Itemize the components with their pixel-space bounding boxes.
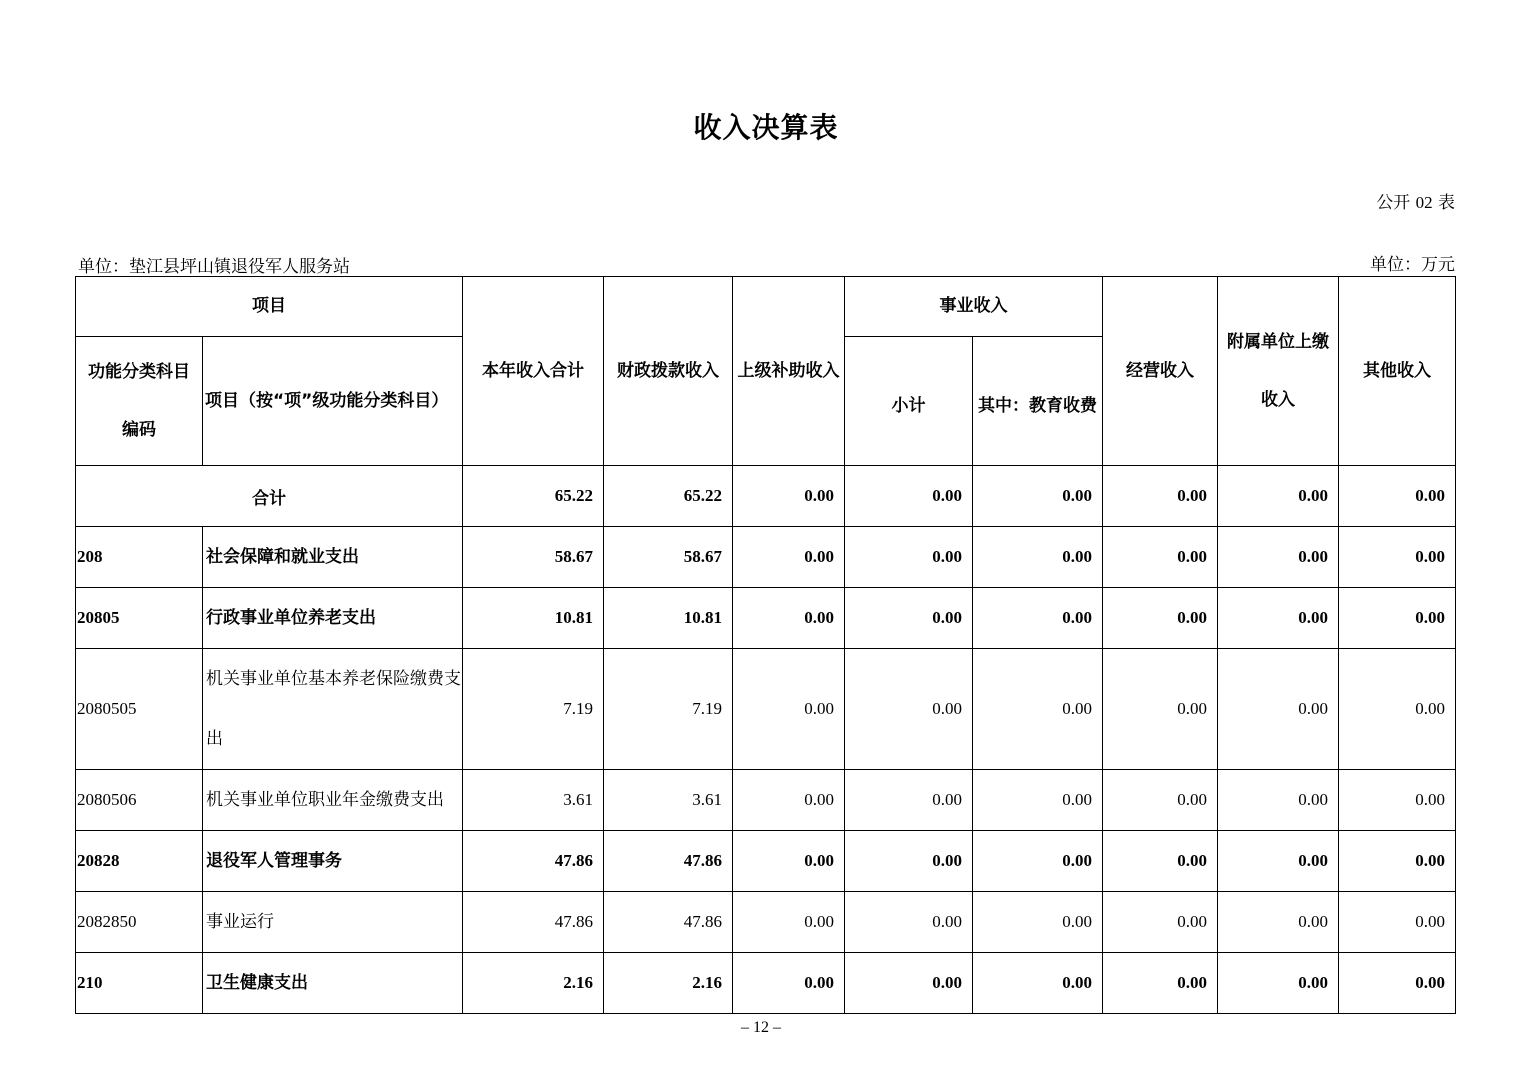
header-fiscal: 财政拨款收入 bbox=[604, 277, 733, 466]
total-value: 65.22 bbox=[463, 466, 604, 527]
row-code: 2082850 bbox=[76, 892, 203, 953]
table-row bbox=[76, 770, 1456, 831]
row-value: 0.00 bbox=[845, 588, 973, 649]
row-value: 0.00 bbox=[733, 831, 845, 892]
table-row bbox=[76, 831, 1456, 892]
row-value: 47.86 bbox=[604, 892, 733, 953]
header-superior: 上级补助收入 bbox=[733, 277, 845, 466]
row-value: 0.00 bbox=[733, 588, 845, 649]
header-project: 项目 bbox=[76, 277, 463, 337]
total-value: 0.00 bbox=[1339, 466, 1456, 527]
unit-currency: 单位：万元 bbox=[1370, 255, 1455, 275]
row-code: 208 bbox=[76, 527, 203, 588]
row-value: 0.00 bbox=[733, 527, 845, 588]
total-value: 0.00 bbox=[733, 466, 845, 527]
page-title: 收入决算表 bbox=[693, 111, 839, 144]
row-value: 0.00 bbox=[1103, 649, 1218, 770]
row-value: 47.86 bbox=[604, 831, 733, 892]
total-label: 合计 bbox=[76, 466, 463, 527]
row-name: 事业运行 bbox=[203, 892, 463, 953]
table-row bbox=[76, 953, 1456, 1014]
row-value: 47.86 bbox=[463, 831, 604, 892]
row-name: 退役军人管理事务 bbox=[203, 831, 463, 892]
row-value: 0.00 bbox=[1103, 892, 1218, 953]
income-table bbox=[75, 276, 1456, 1014]
row-code: 20828 bbox=[76, 831, 203, 892]
row-value: 3.61 bbox=[463, 770, 604, 831]
row-code: 2080505 bbox=[76, 649, 203, 770]
form-number-prefix: 公开 bbox=[1376, 193, 1411, 213]
row-value: 0.00 bbox=[1339, 892, 1456, 953]
header-career: 事业收入 bbox=[845, 277, 1103, 337]
row-code: 2080506 bbox=[76, 770, 203, 831]
row-value: 3.61 bbox=[604, 770, 733, 831]
row-value: 0.00 bbox=[1103, 588, 1218, 649]
row-name: 机关事业单位基本养老保险缴费支出 bbox=[203, 649, 463, 770]
row-value: 0.00 bbox=[1218, 649, 1339, 770]
row-value: 0.00 bbox=[733, 770, 845, 831]
row-value: 0.00 bbox=[1339, 770, 1456, 831]
row-value: 0.00 bbox=[973, 588, 1103, 649]
row-value: 2.16 bbox=[604, 953, 733, 1014]
row-value: 0.00 bbox=[973, 831, 1103, 892]
row-value: 0.00 bbox=[1103, 953, 1218, 1014]
row-value: 0.00 bbox=[973, 892, 1103, 953]
header-total-income: 本年收入合计 bbox=[463, 277, 604, 466]
row-value: 0.00 bbox=[733, 649, 845, 770]
row-value: 0.00 bbox=[1339, 588, 1456, 649]
row-value: 0.00 bbox=[1103, 527, 1218, 588]
row-value: 0.00 bbox=[1218, 527, 1339, 588]
row-value: 0.00 bbox=[845, 527, 973, 588]
form-number-suffix: 表 bbox=[1438, 193, 1455, 213]
header-subtotal: 小计 bbox=[845, 337, 973, 466]
row-value: 0.00 bbox=[1103, 770, 1218, 831]
row-code: 20805 bbox=[76, 588, 203, 649]
form-number-num: 02 bbox=[1415, 193, 1433, 212]
header-education: 其中：教育收费 bbox=[973, 337, 1103, 466]
row-value: 0.00 bbox=[1218, 953, 1339, 1014]
row-value: 7.19 bbox=[463, 649, 604, 770]
row-value: 0.00 bbox=[973, 649, 1103, 770]
row-value: 7.19 bbox=[604, 649, 733, 770]
header-item: 项目（按“项”级功能分类科目） bbox=[203, 337, 463, 466]
total-value: 0.00 bbox=[845, 466, 973, 527]
header-code: 功能分类科目编码 bbox=[76, 337, 203, 466]
row-value: 0.00 bbox=[1218, 770, 1339, 831]
row-value: 0.00 bbox=[845, 953, 973, 1014]
row-value: 0.00 bbox=[845, 831, 973, 892]
page-number: – 12 – bbox=[741, 1019, 781, 1036]
row-value: 10.81 bbox=[604, 588, 733, 649]
header-other: 其他收入 bbox=[1339, 277, 1456, 466]
row-name: 机关事业单位职业年金缴费支出 bbox=[203, 770, 463, 831]
row-value: 0.00 bbox=[845, 892, 973, 953]
total-value: 0.00 bbox=[1103, 466, 1218, 527]
header-affiliated: 附属单位上缴收入 bbox=[1218, 277, 1339, 466]
row-value: 0.00 bbox=[733, 892, 845, 953]
row-value: 0.00 bbox=[1339, 527, 1456, 588]
row-value: 0.00 bbox=[1218, 588, 1339, 649]
row-name: 行政事业单位养老支出 bbox=[203, 588, 463, 649]
total-value: 0.00 bbox=[1218, 466, 1339, 527]
row-value: 0.00 bbox=[845, 649, 973, 770]
row-value: 10.81 bbox=[463, 588, 604, 649]
unit-organization: 单位：垫江县坪山镇退役军人服务站 bbox=[78, 257, 350, 277]
row-value: 0.00 bbox=[845, 770, 973, 831]
total-row bbox=[76, 466, 1456, 527]
row-value: 0.00 bbox=[1339, 649, 1456, 770]
row-value: 0.00 bbox=[973, 770, 1103, 831]
form-number bbox=[1376, 188, 1455, 213]
row-value: 0.00 bbox=[733, 953, 845, 1014]
total-value: 0.00 bbox=[973, 466, 1103, 527]
row-value: 0.00 bbox=[1218, 892, 1339, 953]
row-value: 0.00 bbox=[1339, 831, 1456, 892]
row-name: 卫生健康支出 bbox=[203, 953, 463, 1014]
row-value: 47.86 bbox=[463, 892, 604, 953]
row-value: 2.16 bbox=[463, 953, 604, 1014]
row-value: 0.00 bbox=[1339, 953, 1456, 1014]
table-row bbox=[76, 649, 1456, 770]
row-name: 社会保障和就业支出 bbox=[203, 527, 463, 588]
row-value: 0.00 bbox=[1218, 831, 1339, 892]
row-value: 58.67 bbox=[463, 527, 604, 588]
table-row bbox=[76, 892, 1456, 953]
header-business: 经营收入 bbox=[1103, 277, 1218, 466]
row-value: 0.00 bbox=[973, 527, 1103, 588]
table-row bbox=[76, 527, 1456, 588]
row-value: 0.00 bbox=[973, 953, 1103, 1014]
table-row bbox=[76, 588, 1456, 649]
row-code: 210 bbox=[76, 953, 203, 1014]
total-value: 65.22 bbox=[604, 466, 733, 527]
row-value: 0.00 bbox=[1103, 831, 1218, 892]
row-value: 58.67 bbox=[604, 527, 733, 588]
